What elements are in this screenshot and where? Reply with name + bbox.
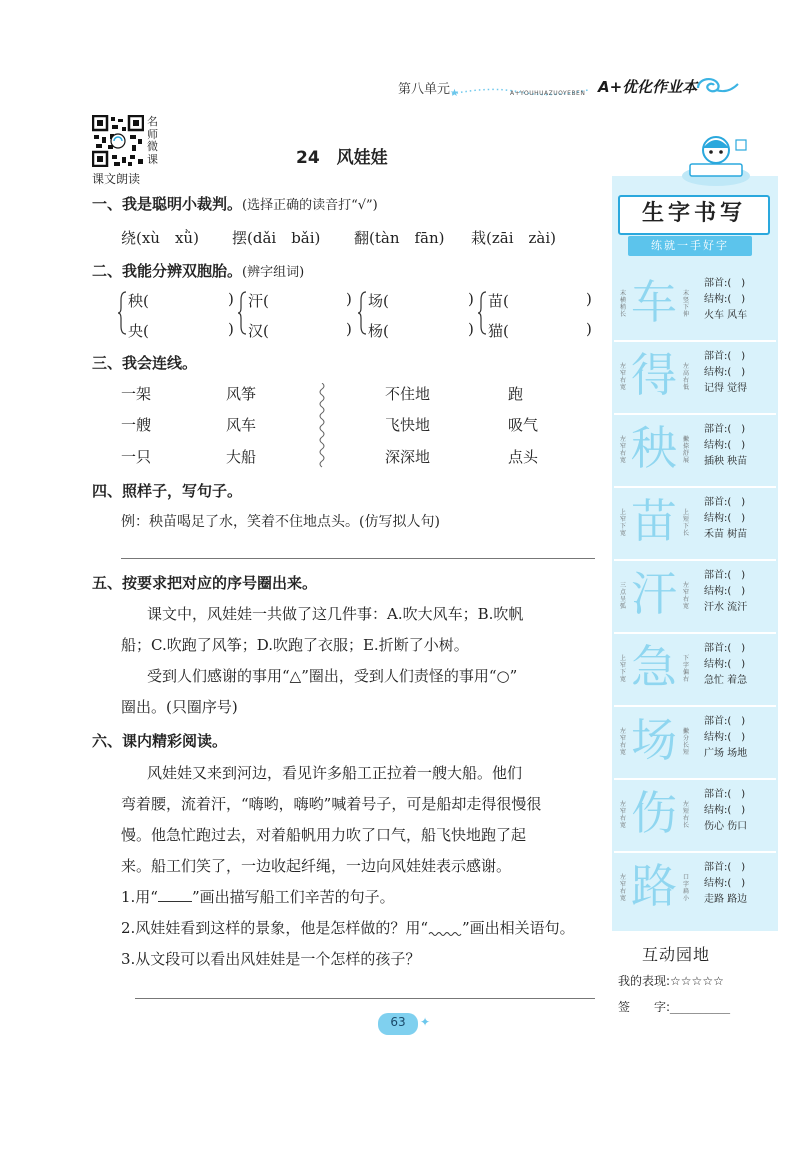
stroke-note-left: 上窄下宽 — [619, 655, 626, 683]
signature-field[interactable]: 签 字:__________ — [618, 1000, 731, 1014]
pair-close: ) — [346, 320, 352, 338]
match-noun[interactable]: 风筝 — [226, 385, 257, 403]
pair-1-bottom: 央( — [128, 322, 149, 340]
answer-line[interactable] — [121, 558, 595, 559]
pair-3-top: 场( — [368, 292, 389, 310]
stroke-note-right: 左短右长 — [682, 801, 689, 829]
match-quantity[interactable]: 一架 — [121, 385, 152, 403]
unit-label: 第八单元 — [398, 82, 451, 97]
card-divider — [614, 632, 776, 634]
straight-underline-sample — [158, 889, 192, 902]
pair-2-top: 汗( — [248, 292, 269, 310]
brand-pinyin: A+YOUHUAZUOYEBEN — [510, 90, 586, 97]
pair-3-bottom: 杨( — [368, 322, 389, 340]
card-info: 部首:( ) 结构:( ) 广场 场地 — [704, 716, 748, 759]
stroke-note-right: 左高右低 — [682, 363, 689, 391]
practice-char: 伤 — [631, 786, 677, 840]
stroke-note-left: 左窄右宽 — [619, 728, 626, 756]
lesson-title: 24 风娃娃 — [296, 148, 388, 168]
match-adverb[interactable]: 飞快地 — [385, 416, 431, 434]
s5-line: 船；C.吹跑了风筝；D.吹跑了衣服；E.折断了小树。 — [121, 636, 469, 654]
section-5-heading: 五、按要求把对应的序号圈出来。 — [92, 574, 318, 592]
card-info: 部首:( ) 结构:( ) 禾苗 树苗 — [704, 497, 748, 540]
card-info: 部首:( ) 结构:( ) 汗水 流汗 — [704, 570, 748, 613]
interactive-title: 互动园地 — [642, 945, 711, 964]
s5-line: 圈出。(只圈序号) — [121, 698, 238, 716]
performance-stars[interactable]: 我的表现:☆☆☆☆☆ — [618, 974, 724, 988]
pair-4-top: 苗( — [488, 292, 509, 310]
card-info: 部首:( ) 结构:( ) 插秧 秧苗 — [704, 424, 748, 467]
page-number: 63 — [390, 1015, 406, 1029]
practice-char: 车 — [631, 275, 677, 329]
stroke-note-left: 左窄右宽 — [619, 363, 626, 391]
stroke-note-right: 口字扁小 — [682, 874, 689, 902]
stroke-note-right: 撇捺舒展 — [682, 436, 689, 464]
panel-title: 生字书写 — [641, 201, 746, 226]
card-divider — [614, 486, 776, 488]
pair-1-top: 秧( — [128, 292, 149, 310]
match-adverb[interactable]: 深深地 — [385, 448, 431, 466]
wavy-divider — [316, 383, 328, 469]
panel-subtitle: 练就一手好字 — [628, 236, 752, 256]
qr-caption: 课文朗读 — [92, 172, 141, 186]
card-divider — [614, 413, 776, 415]
practice-char: 急 — [631, 640, 677, 694]
answer-line[interactable] — [135, 998, 595, 999]
pair-close: ) — [586, 290, 592, 308]
practice-char: 路 — [631, 859, 677, 913]
pair-close: ) — [586, 320, 592, 338]
pinyin-choice-4[interactable]: 栽(zāi zài) — [471, 229, 556, 247]
pair-close: ) — [468, 320, 474, 338]
passage-line: 弯着腰，流着汗，“嗨哟，嗨哟”喊着号子，可是船却走得很慢很 — [121, 795, 542, 813]
card-info: 部首:( ) 结构:( ) 伤心 伤口 — [704, 789, 748, 832]
section-3-heading: 三、我会连线。 — [92, 354, 198, 372]
card-divider — [614, 778, 776, 780]
card-divider — [614, 705, 776, 707]
match-quantity[interactable]: 一只 — [121, 448, 152, 466]
section-4-heading: 四、照样子，写句子。 — [92, 482, 243, 500]
stroke-note-right: 上短下长 — [682, 509, 689, 537]
pair-braces — [118, 288, 598, 338]
example-sentence: 例：秧苗喝足了水，笑着不住地点头。(仿写拟人句) — [121, 514, 440, 530]
pair-close: ) — [228, 290, 234, 308]
stroke-note-right: 撇分长短 — [682, 728, 689, 756]
match-adverb[interactable]: 不住地 — [385, 385, 431, 403]
card-divider — [614, 559, 776, 561]
swirl-icon — [692, 74, 740, 100]
star-icon — [420, 1014, 434, 1028]
passage-line: 慢。他急忙跑过去，对着船帆用力吹了口气，船飞快地跑了起 — [121, 826, 527, 844]
svg-text:✦: ✦ — [420, 1015, 431, 1028]
match-verb[interactable]: 吸气 — [508, 416, 539, 434]
practice-char: 秧 — [631, 421, 677, 475]
practice-char: 场 — [631, 713, 677, 767]
question-3: 3.从文段可以看出风娃娃是一个怎样的孩子？ — [121, 950, 421, 968]
stroke-note-left: 末横稍长 — [619, 290, 626, 318]
match-verb[interactable]: 点头 — [508, 448, 539, 466]
pinyin-choice-2[interactable]: 摆(dǎi bǎi) — [232, 229, 321, 247]
match-quantity[interactable]: 一艘 — [121, 416, 152, 434]
stroke-note-left: 三点呈弧 — [619, 582, 626, 610]
stroke-note-left: 左窄右宽 — [619, 874, 626, 902]
stroke-note-right: 末竖下伸 — [682, 290, 689, 318]
wavy-underline-sample — [428, 921, 462, 933]
svg-text:★: ★ — [450, 88, 459, 98]
card-divider — [614, 340, 776, 342]
card-info: 部首:( ) 结构:( ) 急忙 着急 — [704, 643, 748, 686]
pinyin-choice-3[interactable]: 翻(tàn fān) — [354, 229, 445, 247]
stroke-note-left: 上窄下宽 — [619, 509, 626, 537]
pair-close: ) — [468, 290, 474, 308]
qr-code-icon[interactable] — [92, 115, 144, 167]
stroke-note-right: 左窄右宽 — [682, 582, 689, 610]
passage-line: 来。船工们笑了，一边收起纤绳，一边向风娃娃表示感谢。 — [121, 857, 512, 875]
card-info: 部首:( ) 结构:( ) 记得 觉得 — [704, 351, 748, 394]
card-info: 部首:( ) 结构:( ) 火车 风车 — [704, 278, 748, 321]
pair-close: ) — [346, 290, 352, 308]
practice-char: 汗 — [631, 567, 677, 621]
mascot-icon — [676, 130, 756, 190]
section-2-heading: 二、我能分辨双胞胎。(辨字组词) — [92, 262, 305, 280]
practice-char: 苗 — [631, 494, 677, 548]
pair-4-bottom: 猫( — [488, 322, 509, 340]
match-verb[interactable]: 跑 — [508, 385, 524, 403]
pair-close: ) — [228, 320, 234, 338]
practice-char: 得 — [631, 348, 677, 402]
passage-line: 风娃娃又来到河边，看见许多船工正拉着一艘大船。他们 — [147, 764, 523, 782]
match-noun[interactable]: 风车 — [226, 416, 257, 434]
stroke-note-right: 下字偏右 — [682, 655, 689, 683]
stroke-note-left: 左窄右宽 — [619, 801, 626, 829]
s5-line: 受到人们感谢的事用“△”圈出，受到人们责怪的事用“○” — [147, 667, 518, 685]
card-divider — [614, 851, 776, 853]
match-noun[interactable]: 大船 — [226, 448, 257, 466]
card-info: 部首:( ) 结构:( ) 走路 路边 — [704, 862, 748, 905]
section-6-heading: 六、课内精彩阅读。 — [92, 732, 228, 750]
question-1: 1.用“ ”画出描写船工们辛苦的句子。 — [121, 888, 395, 906]
question-2: 2.风娃娃看到这样的景象，他是怎样做的？用“ ”画出相关语句。 — [121, 919, 575, 937]
section-1-heading: 一、我是聪明小裁判。(选择正确的读音打“√”) — [92, 195, 378, 213]
stroke-note-left: 左窄右宽 — [619, 436, 626, 464]
s5-line: 课文中，风娃娃一共做了这几件事：A.吹大风车；B.吹帆 — [147, 605, 524, 623]
brand-title: A+优化作业本 — [598, 78, 698, 96]
pair-2-bottom: 汉( — [248, 322, 269, 340]
pinyin-choice-1[interactable]: 绕(xù xǜ) — [121, 229, 199, 247]
qr-side-label: 名 师 微 课 — [147, 115, 158, 166]
